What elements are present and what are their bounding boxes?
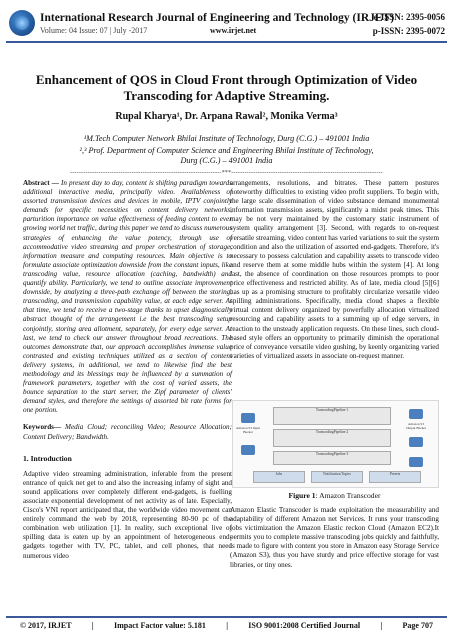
affiliation-1: ¹M.Tech Computer Network Bhilai Institute of Technology, Durg (C.G.) – 491001 India <box>83 134 370 143</box>
amazon-transcoder-figure <box>232 400 439 488</box>
title-line-1: Enhancement of QOS in Cloud Front through Optimization of Video <box>35 72 418 87</box>
abstract-text: In present day to day, content is shifting paradigm towards additional interactive media, principally video. Availableness of assorted transmission devices and devices in mobile, IPTV conjointly demands for specific necessities on content delivery networks, parturition importance on value effectiveness of feeding content to ever growing world net traffic, during this paper we tend to discuss numerous strategies of enhancing the value potency, through use of accommodative video streaming and proper orchestration of storage, information measure and computing resources. Main objective is to formulate associate optimization downside from the constant inputs, like transcoding value, resource allocation (caching, bandwidth) and quantify ability. Particularly, we tend to outline associate improvement downside, by analyzing a three-path exchange off between the storing, transcoding, and transmission capability value, at each edge server. At that time, we tend to receive a two-stage thanks to upset diagnostically abstract thought of the arrangement i.e the best transcoding setup conjointly, storing area allotment, separately, for every edge server. At last, we tend to check our answer throughout broad recreations. The outcomes demonstrate that, our approach accomplishes immense value contrasted and existing techniques utilized as a section of content delivery systems, in additional, we tend to likewise find the best methodology and its blessings may be influenced by a summation of framework parameters, together with the cost of varied assets, the bounce separation to the start server, the Zipf parameter of clients' demand styles, and therefore the settings of assorted bit rate forms for one portion. <box>23 179 233 415</box>
presets-label: Presets <box>389 472 401 476</box>
footer-iso: ISO 9001:2008 Certified Journal <box>248 621 361 630</box>
introduction-text: Adaptive video streaming administration, inferable from the present entrance of quick net get to and also the increasing infamy of sight and sound applications over completely different end-gadgets, is fuelling associate exponential development of net activity as of late. Especially, Cisco's VNI report anticipated that, the worldwide video movement can entirely command the web by 2018, representing 80-90 pc of the combination web utilization [1]. In reality, such exceptional live of spilling data is eaten up by an appointment of heterogeneous end-gadgets together with TV, PC, tablet, and cell phones, that need numerous video <box>23 469 232 560</box>
output-bucket-label: Amazon S3 Output Bucket <box>406 422 426 430</box>
footer-separator-3: | <box>380 621 383 630</box>
pipeline-1-box <box>273 407 391 425</box>
introduction-heading: 1. Introduction <box>23 453 72 463</box>
journal-name: International Research Journal of Engineering and Technology (IRJET) <box>40 12 395 24</box>
figure-caption <box>232 491 437 500</box>
p-issn: p-ISSN: 2395-0072 <box>372 26 445 36</box>
s3-input-icon-2 <box>241 445 255 455</box>
affiliation-2 <box>20 146 433 166</box>
right-column-text-2: Amazon Elastic Transcoder is made exploitation the measurability and adaptability of different Amazon net Services. It runs your transcoding jobs victimization the Amazon Elastic reckon Cloud (Amazon EC2).It permits you to complete massive transcoding jobs quickly and faithfully, is made to figure with content you store in Amazon easy Storage Service (Amazon S3), thus you have sturdy and price effective storage for vast libraries, or tiny ones. <box>230 506 439 569</box>
abstract <box>23 179 232 415</box>
s3-output-icon-3 <box>409 457 423 467</box>
keywords-text: Media Cloud; reconciling Video; Resource Allocation; Content Delivery; Bandwidth. <box>23 423 232 441</box>
pipeline-3-box <box>273 451 391 465</box>
footer <box>20 621 433 630</box>
affiliation-2-line-2: Durg (C.G.) – 491001 India <box>180 156 273 165</box>
s3-output-icon-2 <box>409 437 423 447</box>
s3-input-icon <box>241 413 255 423</box>
right-column-text: arrangements, resolutions, and bitrates. These pattern postures noteworthy difficulties to existing video profit suppliers. To begin with, the large scale dissemination of video substance demand monumental information transmission assets, significantly a midst peak times. This may be not very maintained by the customary static instrument of system quality arrangement [3]. Second, with regards to on-request versatile streaming, video content has varied variations to suit the system condition and also the utilization of assorted end-gadgets. Therefore, it's necessary to possess calculation and capability assets to transcode video and reserve them at some middle hubs within the system [4]. At long last, the absence of coordination on those resources prompts to poor price effectiveness and restricted ability. As of late, media cloud [5][6] has up as a promising structure to profitably circularize versatile video spilling administrations. Specifically, media cloud shapes a flexible virtual content delivery organized by powerfully allocation virtualized resourcing and capability assets to a summing up of edge servers, in reaction to the unsteady application requests. On these lines, such cloud-based style offers an opportunity to primarily diminish the operational price of conveyance versatile video gushing, by keenly organizing varied varieties of virtualized assets in associate on-request manner. <box>230 179 439 360</box>
keywords <box>23 423 232 441</box>
jobs-box <box>253 471 305 483</box>
footer-page: Page 707 <box>402 621 433 630</box>
pipeline-2-box <box>273 429 391 447</box>
footer-copyright: © 2017, IRJET <box>20 621 72 630</box>
journal-website: www.irjet.net <box>210 26 257 35</box>
figure-caption-text: : Amazon Transcoder <box>315 491 381 500</box>
section-divider: ---------------------------------------------------------------------***--------------------------------------------------------------------- <box>70 170 383 176</box>
keywords-label: Keywords— <box>23 423 62 432</box>
footer-impact: Impact Factor value: 5.181 <box>114 621 206 630</box>
e-issn: e-ISSN: 2395-0056 <box>373 12 445 22</box>
pipeline-2-label: TranscodingPipeline 2 <box>315 430 349 434</box>
notification-box <box>311 471 363 483</box>
footer-rule <box>6 616 447 618</box>
input-bucket-label: Amazon S3 Input Bucket <box>236 426 260 434</box>
footer-separator-1: | <box>91 621 94 630</box>
abstract-label: Abstract — <box>23 179 59 187</box>
notification-label: Notification Topics <box>323 472 351 476</box>
figure-caption-label: Figure 1 <box>288 491 316 500</box>
pipeline-1-label: TranscodingPipeline 1 <box>315 408 349 412</box>
logo-globe-icon <box>15 16 29 30</box>
left-column <box>23 179 232 561</box>
pipeline-3-label: TranscodingPipeline 3 <box>315 452 349 456</box>
jobs-label: Jobs <box>275 472 283 476</box>
volume-issue: Volume: 04 Issue: 07 | July -2017 <box>40 26 148 35</box>
presets-box <box>369 471 421 483</box>
title-line-2: Transcoding for Adaptive Streaming. <box>123 88 330 103</box>
footer-separator-2: | <box>226 621 228 630</box>
journal-logo <box>9 10 35 36</box>
authors: Rupal Kharya¹, Dr. Arpana Rawal², Monika Verma³ <box>115 111 338 122</box>
paper-title <box>20 72 433 104</box>
affiliation-2-line-1: ²,³ Prof. Department of Computer Science and Engineering Bhilai Institute of Technology, <box>79 146 374 155</box>
header-rule <box>6 41 447 43</box>
s3-output-icon <box>409 409 423 419</box>
